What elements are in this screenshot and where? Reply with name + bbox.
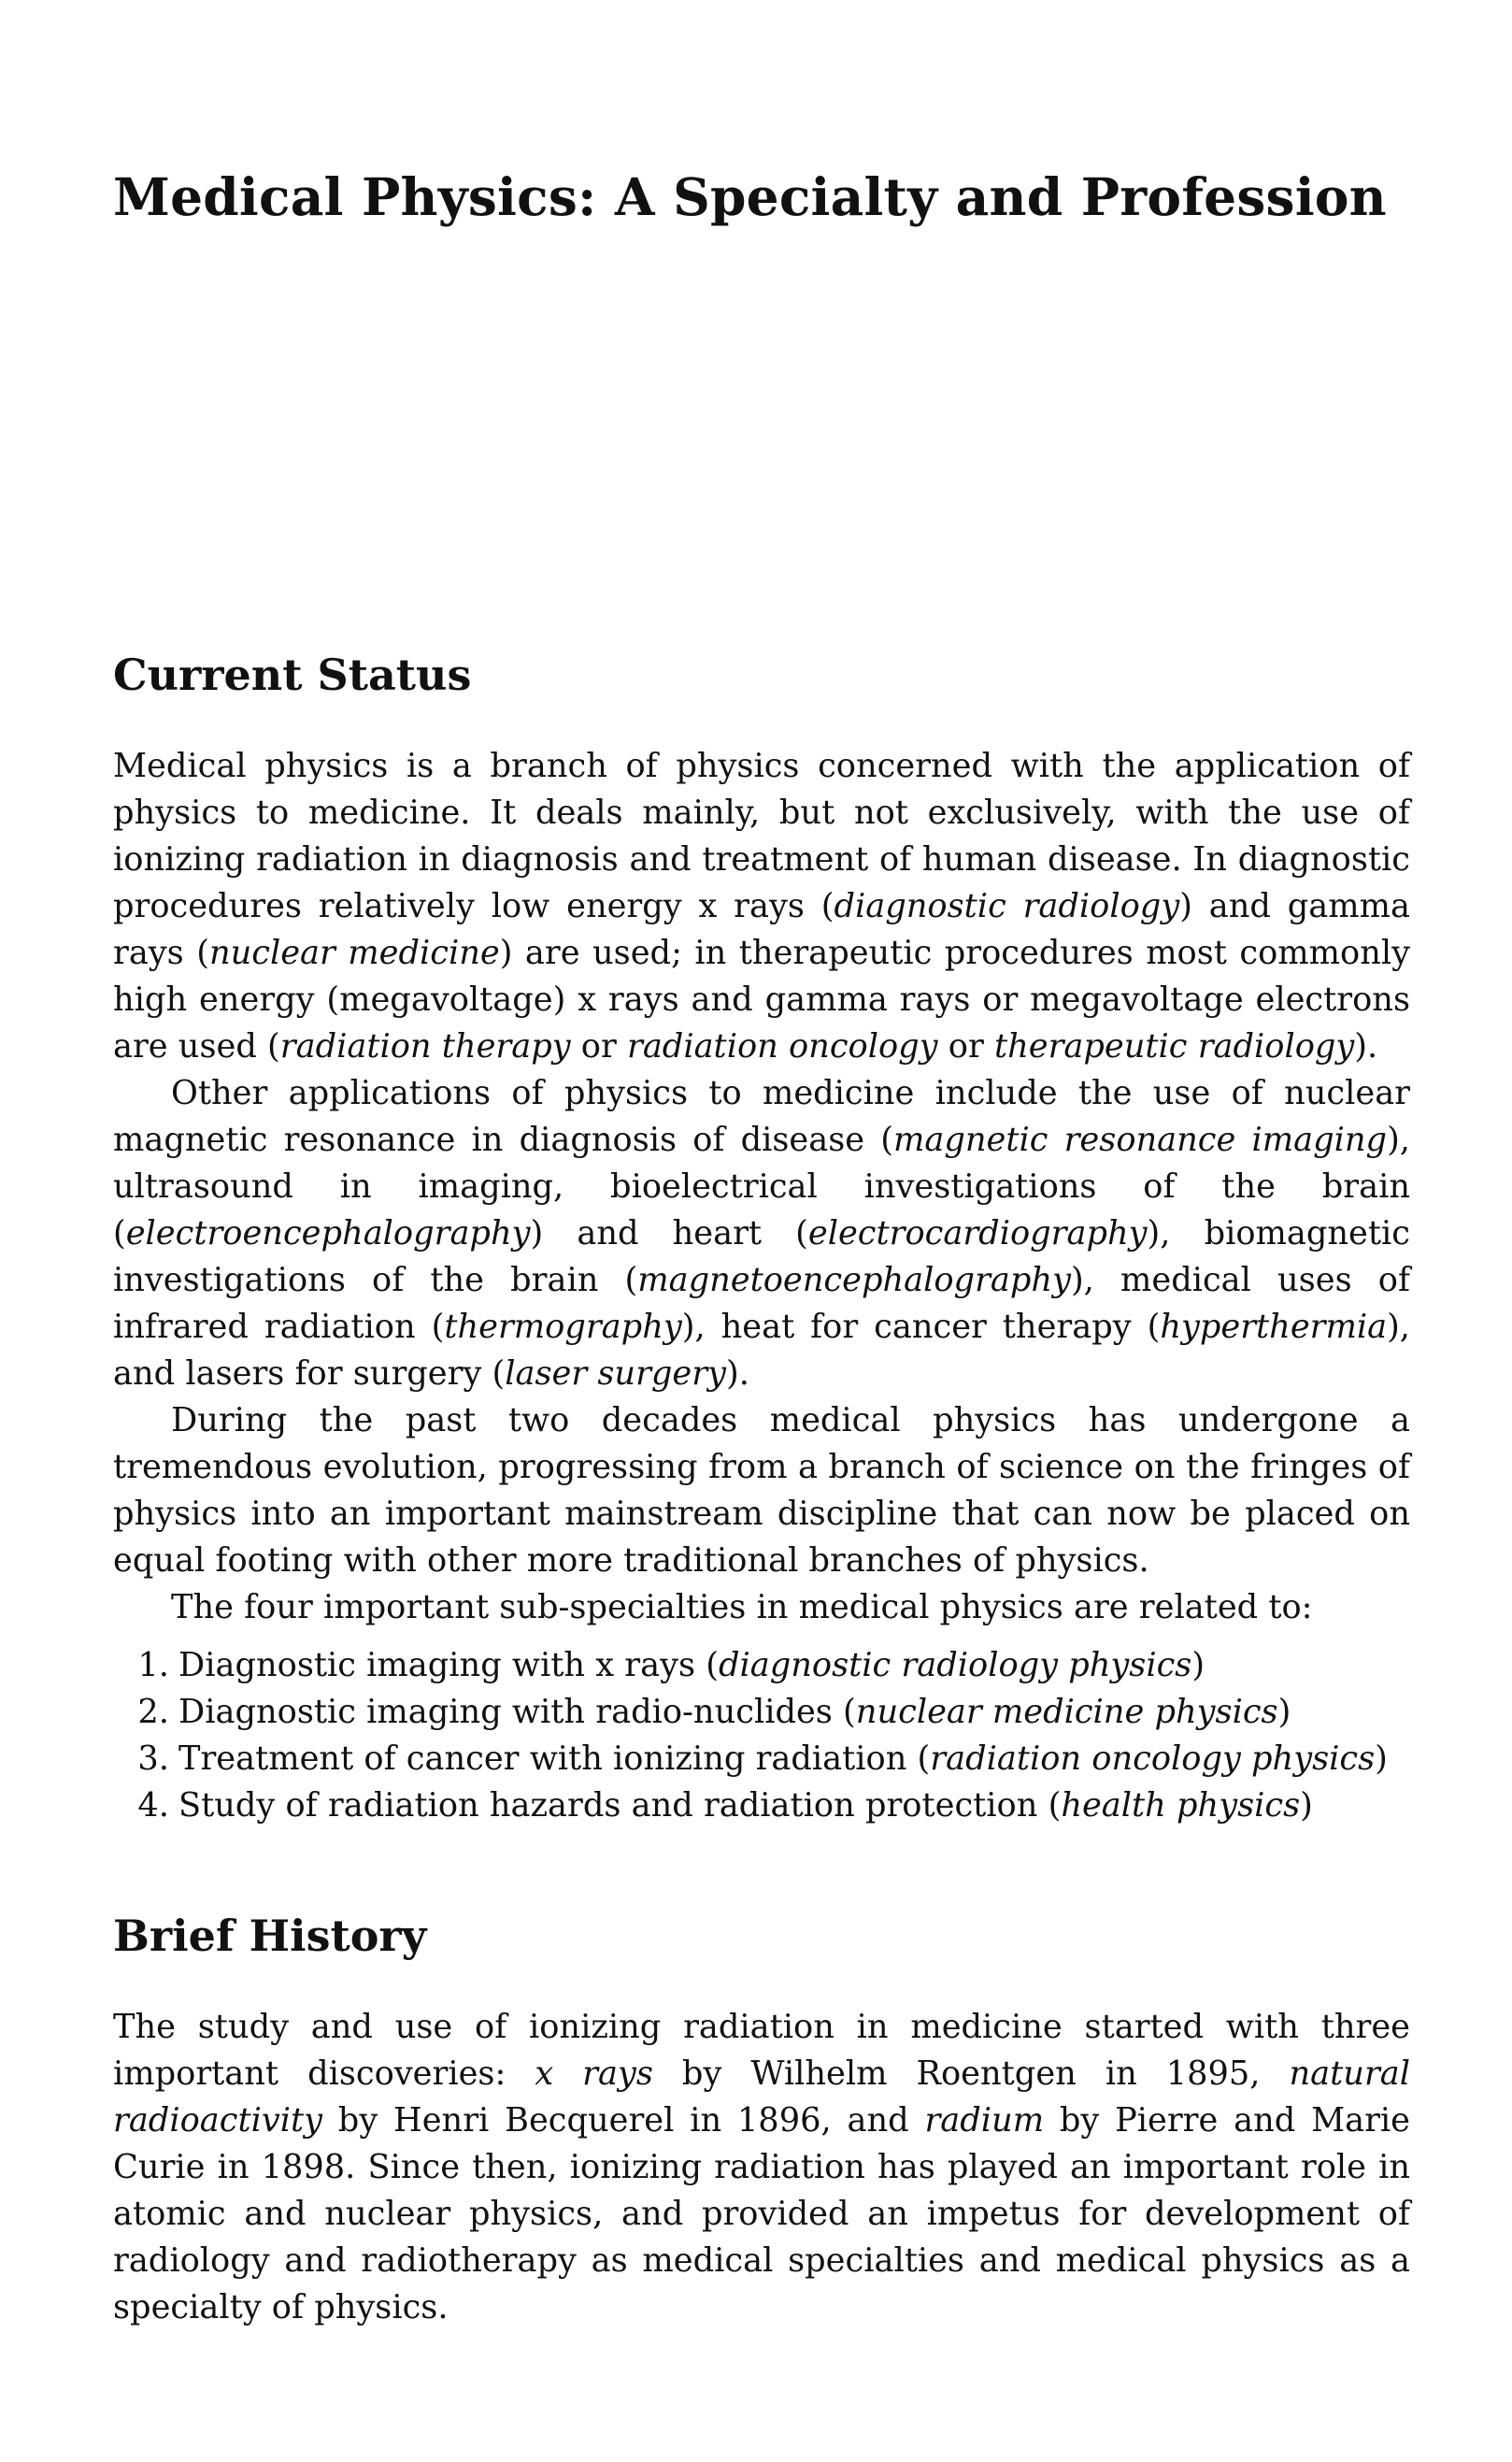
text-run: or (570, 1027, 627, 1066)
list-item (137, 1642, 1410, 1689)
italic-term: diagnostic radiology (834, 887, 1180, 925)
italic-term: radiation oncology physics (930, 1739, 1376, 1778)
section-heading-brief-history: Brief History (113, 1911, 427, 1961)
list-number: 4. (137, 1786, 169, 1825)
text-run: Study of radiation hazards and radiation protection ( (178, 1786, 1062, 1825)
italic-term: diagnostic radiology physics (718, 1646, 1192, 1684)
list-number: 1. (137, 1646, 169, 1684)
text-run: ). (725, 1354, 749, 1393)
text-run: Diagnostic imaging with radio-nuclides ( (178, 1693, 856, 1731)
subspecialty-list (113, 1642, 1410, 1829)
italic-term: nuclear medicine (208, 934, 500, 972)
list-item (137, 1736, 1410, 1782)
section-heading-current-status: Current Status (113, 650, 472, 700)
text-run: ) (1277, 1693, 1291, 1731)
italic-term: radiation oncology (627, 1027, 938, 1066)
text-run: ) (1375, 1739, 1388, 1778)
text-run: Diagnostic imaging with x rays ( (178, 1646, 719, 1684)
italic-term: thermography (444, 1308, 682, 1346)
paragraph: During the past two decades medical physics has undergone a tremendous evolution, progressing from a branch of science on the fringes of physics into an important mainstream discipline that can now be placed on equal footing with other more traditional branches of physics. (113, 1401, 1410, 1580)
text-run: Treatment of cancer with ionizing radiation ( (178, 1739, 931, 1778)
chapter-title: Medical Physics: A Specialty and Profession (113, 166, 1387, 227)
italic-term: radiation therapy (279, 1027, 571, 1066)
text-run: ). (1354, 1027, 1378, 1066)
italic-term: therapeutic radiology (993, 1027, 1355, 1066)
list-item (137, 1782, 1410, 1829)
text-run: by Henri Becquerel in 1896, and (322, 2101, 925, 2140)
italic-term: magnetic resonance imaging (893, 1121, 1388, 1159)
italic-term: electroencephalography (125, 1214, 531, 1252)
paragraph (113, 2004, 1410, 2331)
italic-term: magnetoencephalography (637, 1261, 1071, 1299)
italic-term: radium (924, 2101, 1045, 2140)
text-run: ) (1300, 1786, 1313, 1825)
italic-term: health physics (1061, 1786, 1301, 1825)
text-run: ) (1191, 1646, 1205, 1684)
brief-history-body (113, 2004, 1410, 2331)
document-page (113, 0, 1410, 2462)
text-run: by Pierre and Marie Curie in 1898. Since then, ionizing radiation has played an important role in atomic and nuclear physics, and provided an impetus for development of radiology and radiotherapy as medical specialties and medical physics as a specialty of physics. (113, 2101, 1411, 2326)
paragraph (113, 1070, 1410, 1397)
paragraph: The four important sub-specialties in medical physics are related to: (171, 1588, 1313, 1626)
paragraph (113, 743, 1410, 1070)
text-run: Medical physics is a branch of physics concerned with the application of physics to medicine. It deals mainly, but not exclusively, with the use of ionizing radiation in diagnosis and treatment of human disease. In diagnostic procedures relatively low energy x rays ( (113, 747, 1410, 925)
current-status-body (113, 743, 1410, 1829)
italic-term: natural radioactivity (113, 2054, 1410, 2140)
list-number: 3. (137, 1739, 169, 1778)
text-run: by Wilhelm Roentgen in 1895, (652, 2054, 1290, 2093)
text-run: ), ultrasound in imaging, bioelectrical investigations of the brain ( (113, 1121, 1410, 1252)
list-number: 2. (137, 1693, 169, 1731)
text-run: ) are used; in therapeutic procedures most commonly high energy (megavoltage) x rays and gamma rays or megavoltage electrons are used ( (113, 934, 1411, 1066)
text-run: The study and use of ionizing radiation in medicine started with three important discoveries: (113, 2008, 1410, 2093)
italic-term: x rays (535, 2054, 653, 2093)
text-run: Other applications of physics to medicine include the use of nuclear magnetic resonance in diagnosis of disease ( (113, 1074, 1410, 1159)
text-run: ), heat for cancer therapy ( (681, 1308, 1161, 1346)
text-run: ), and lasers for surgery ( (113, 1308, 1410, 1393)
italic-term: laser surgery (505, 1354, 726, 1393)
italic-term: nuclear medicine physics (855, 1693, 1278, 1731)
text-run: ) and heart ( (530, 1214, 808, 1252)
text-run: ) and gamma rays ( (113, 887, 1410, 972)
text-run: ), medical uses of infrared radiation ( (113, 1261, 1411, 1346)
list-item (137, 1689, 1410, 1736)
text-run: or (937, 1027, 994, 1066)
italic-term: electrocardiography (807, 1214, 1148, 1252)
italic-term: hyperthermia (1160, 1308, 1388, 1346)
text-run: ), biomagnetic investigations of the brain ( (113, 1214, 1410, 1299)
